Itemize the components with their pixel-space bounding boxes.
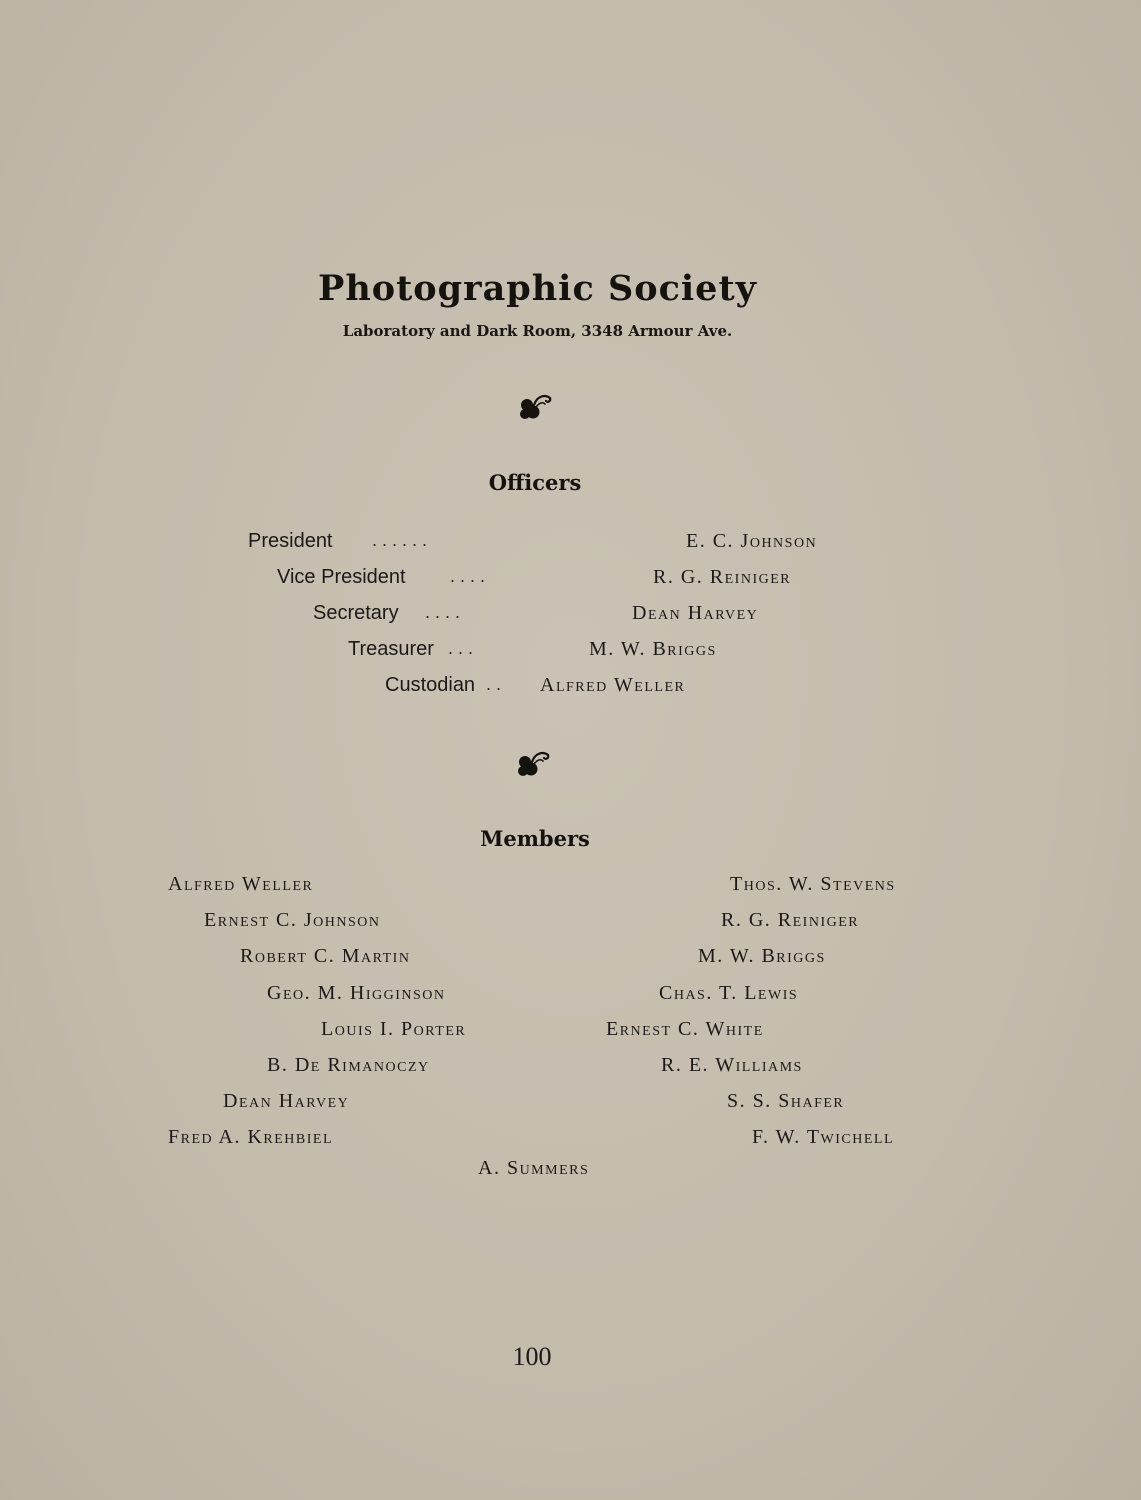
member-name: A. Summers	[478, 1157, 590, 1179]
member-name: B. De Rimanoczy	[267, 1054, 430, 1076]
page-subtitle: Laboratory and Dark Room, 3348 Armour Ave.	[342, 322, 733, 340]
members-heading: Members	[480, 826, 590, 851]
member-name: Ernest C. White	[606, 1018, 764, 1040]
leader-dots: . . .	[448, 638, 474, 658]
member-name: Ernest C. Johnson	[204, 909, 381, 931]
member-name: Thos. W. Stevens	[730, 873, 896, 895]
officer-name-treasurer: M. W. Briggs	[589, 638, 717, 660]
member-name: Louis I. Porter	[321, 1018, 467, 1040]
member-name: Robert C. Martin	[240, 945, 411, 967]
leader-dots: . . . .	[450, 566, 486, 586]
leader-dots: . .	[486, 674, 502, 694]
page-number: 100	[512, 1342, 552, 1371]
member-name: Geo. M. Higginson	[267, 982, 446, 1004]
fleuron-icon	[516, 747, 556, 787]
member-name: S. S. Shafer	[727, 1090, 845, 1112]
leader-dots: . . . .	[425, 602, 461, 622]
member-name: F. W. Twichell	[752, 1126, 895, 1148]
fleuron-icon	[518, 390, 558, 430]
officers-heading: Officers	[488, 470, 582, 495]
leader-dots: . . . . . .	[372, 530, 428, 550]
member-name: Chas. T. Lewis	[659, 982, 799, 1004]
member-name: R. G. Reiniger	[721, 909, 860, 931]
member-name: R. E. Williams	[661, 1054, 803, 1076]
office-president: President	[248, 530, 333, 552]
officer-name-secretary: Dean Harvey	[632, 602, 759, 624]
officer-name-president: E. C. Johnson	[686, 530, 818, 552]
page-title: Photographic Society	[318, 268, 757, 309]
office-custodian: Custodian	[385, 674, 476, 696]
member-name: Alfred Weller	[168, 873, 314, 895]
member-name: Fred A. Krehbiel	[168, 1126, 334, 1148]
member-name: M. W. Briggs	[698, 945, 826, 967]
office-secretary: Secretary	[313, 602, 399, 624]
officer-name-custodian: Alfred Weller	[540, 674, 686, 696]
office-treasurer: Treasurer	[348, 638, 434, 660]
officer-name-vice-president: R. G. Reiniger	[653, 566, 792, 588]
member-name: Dean Harvey	[223, 1090, 350, 1112]
office-vice-president: Vice President	[277, 566, 406, 588]
